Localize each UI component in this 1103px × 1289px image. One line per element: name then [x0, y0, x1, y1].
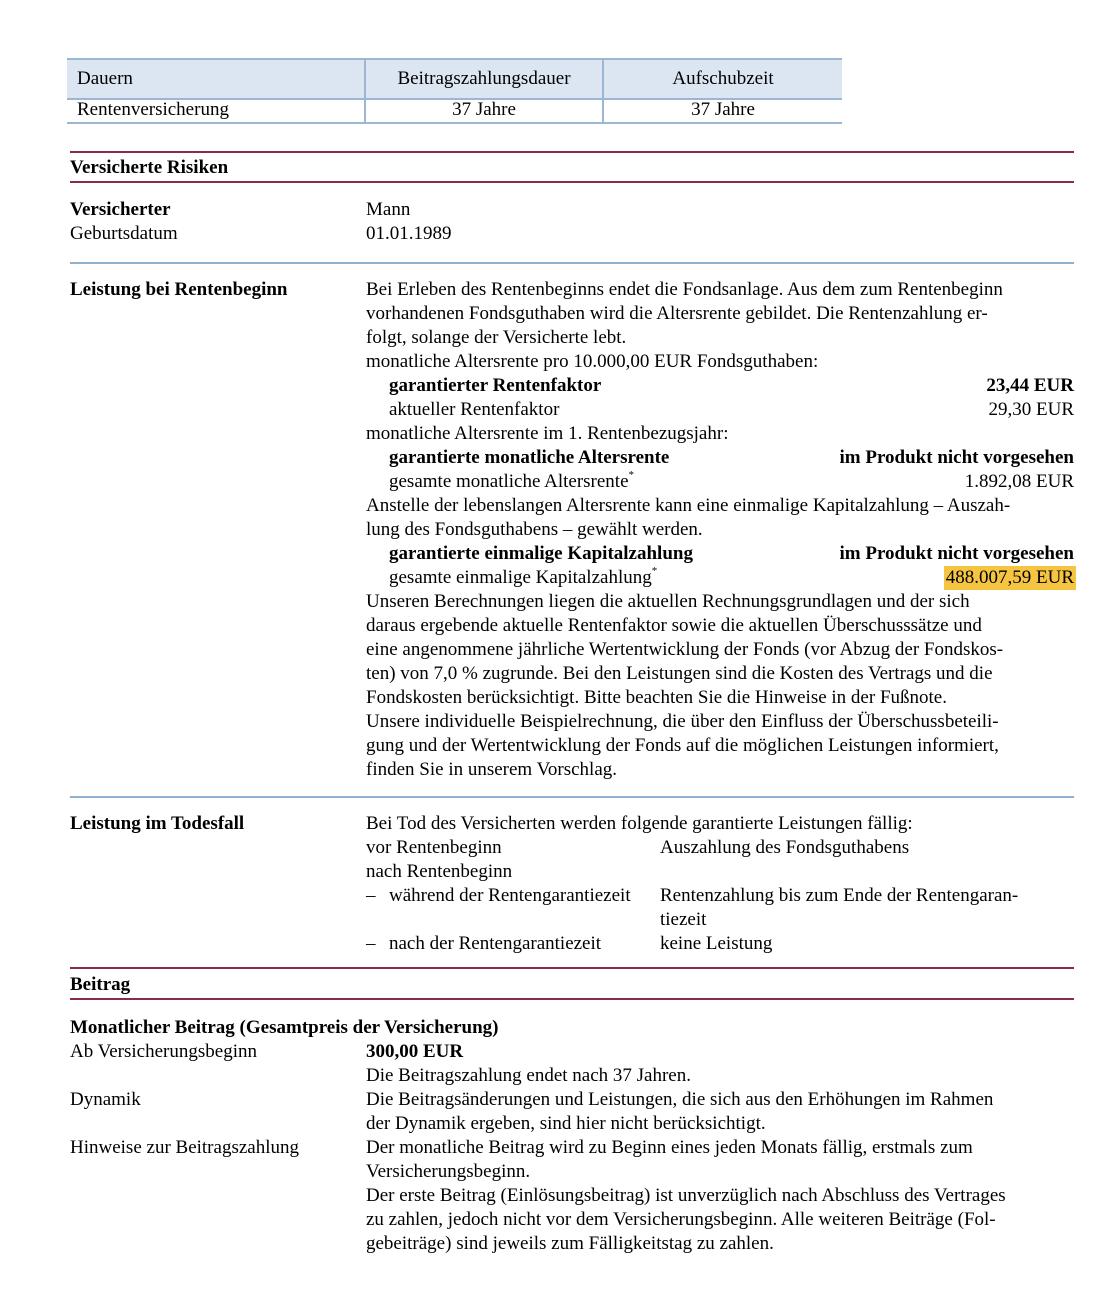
- during-guarantee-label: während der Rentengarantiezeit: [389, 885, 631, 906]
- basis-line: Fondskosten berücksichtigt. Bitte beachten Sie die Hinweise in der Fußnote.: [366, 687, 947, 708]
- guaranteed-monthly-value: im Produkt nicht vorgesehen: [839, 447, 1074, 468]
- before-start-label: vor Rentenbeginn: [366, 837, 502, 858]
- table-header-cell: Aufschubzeit: [672, 68, 774, 89]
- basis-line: ten) von 7,0 % zugrunde. Bei den Leistungen sind die Kosten des Vertrags und die: [366, 663, 993, 684]
- guaranteed-lump-value: im Produkt nicht vorgesehen: [839, 543, 1074, 564]
- birthdate-label: Geburtsdatum: [70, 223, 178, 244]
- table-cell: Rentenversicherung: [77, 99, 229, 120]
- lump-sum-line: Anstelle der lebenslangen Altersrente kann eine einmalige Kapitalzahlung – Auszah-: [366, 495, 1011, 516]
- intro-line: Bei Erleben des Rentenbeginns endet die Fondsanlage. Aus dem zum Rentenbeginn: [366, 279, 1003, 300]
- section-heading-insured-risks: Versicherte Risiken: [70, 157, 229, 178]
- section-divider: [70, 262, 1074, 264]
- payment-notes-line: zu zahlen, jedoch nicht vor dem Versicherungsbeginn. Alle weiteren Beiträge (Fol-: [366, 1209, 996, 1230]
- basis-line: Unsere individuelle Beispielrechnung, die über den Einfluss der Überschussbeteili-: [366, 711, 999, 732]
- section-heading-contribution: Beitrag: [70, 974, 131, 995]
- during-guarantee-value: Rentenzahlung bis zum Ende der Rentengaran-: [660, 885, 1019, 906]
- basis-line: eine angenommene jährliche Wertentwicklung der Fonds (vor Abzug der Fondskos-: [366, 639, 1004, 660]
- after-guarantee-label: nach der Rentengarantiezeit: [389, 933, 602, 954]
- list-dash: –: [366, 885, 376, 906]
- monthly-per-10000-label: monatliche Altersrente pro 10.000,00 EUR Fondsguthaben:: [366, 351, 819, 372]
- total-lump-value: 488.007,59 EUR: [945, 567, 1074, 588]
- birthdate-value: 01.01.1989: [366, 223, 452, 244]
- dynamics-line: der Dynamik ergeben, sind hier nicht berücksichtigt.: [366, 1113, 766, 1134]
- after-start-label: nach Rentenbeginn: [366, 861, 513, 882]
- section-divider: [70, 998, 1074, 1000]
- from-start-label: Ab Versicherungsbeginn: [70, 1041, 257, 1062]
- table-cell: 37 Jahre: [452, 99, 516, 120]
- section-divider: [70, 151, 1074, 153]
- from-start-note: Die Beitragszahlung endet nach 37 Jahren.: [366, 1065, 691, 1086]
- from-start-value: 300,00 EUR: [366, 1041, 464, 1062]
- before-start-value: Auszahlung des Fondsguthabens: [660, 837, 910, 858]
- payment-notes-line: Der monatliche Beitrag wird zu Beginn eines jeden Monats fällig, erstmals zum: [366, 1137, 973, 1158]
- table-header-cell: Dauern: [77, 68, 133, 89]
- basis-line: Unseren Berechnungen liegen die aktuellen Rechnungsgrundlagen und der sich: [366, 591, 970, 612]
- contribution-subheading: Monatlicher Beitrag (Gesamtpreis der Versicherung): [70, 1017, 499, 1038]
- current-factor-value: 29,30 EUR: [988, 399, 1074, 420]
- payment-notes-line: Der erste Beitrag (Einlösungsbeitrag) ist unverzüglich nach Abschluss des Vertrages: [366, 1185, 1006, 1206]
- section-heading-death-benefit: Leistung im Todesfall: [70, 813, 245, 834]
- payment-notes-label: Hinweise zur Beitragszahlung: [70, 1137, 299, 1158]
- dynamics-label: Dynamik: [70, 1089, 141, 1110]
- insured-value: Mann: [366, 199, 411, 220]
- guaranteed-factor-value: 23,44 EUR: [986, 375, 1074, 396]
- list-dash: –: [366, 933, 376, 954]
- insured-label: Versicherter: [70, 199, 171, 220]
- payment-notes-line: Versicherungsbeginn.: [366, 1161, 531, 1182]
- section-divider: [70, 796, 1074, 798]
- basis-line: daraus ergebende aktuelle Rentenfaktor sowie die aktuellen Überschusssätze und: [366, 615, 982, 636]
- total-monthly-label: gesamte monatliche Altersrente*: [389, 469, 635, 492]
- payment-notes-line: gebeiträge) sind jeweils zum Fälligkeitstag zu zahlen.: [366, 1233, 774, 1254]
- death-intro: Bei Tod des Versicherten werden folgende garantierte Leistungen fällig:: [366, 813, 913, 834]
- total-monthly-value: 1.892,08 EUR: [964, 471, 1074, 492]
- basis-line: finden Sie in unserem Vorschlag.: [366, 759, 618, 780]
- dynamics-line: Die Beitragsänderungen und Leistungen, die sich aus den Erhöhungen im Rahmen: [366, 1089, 994, 1110]
- section-divider: [70, 967, 1074, 969]
- during-guarantee-value: tiezeit: [660, 909, 707, 930]
- first-year-label: monatliche Altersrente im 1. Rentenbezugsjahr:: [366, 423, 729, 444]
- guaranteed-factor-label: garantierter Rentenfaktor: [389, 375, 602, 396]
- basis-line: gung und der Wertentwicklung der Fonds auf die möglichen Leistungen informiert,: [366, 735, 999, 756]
- guaranteed-lump-label: garantierte einmalige Kapitalzahlung: [389, 543, 693, 564]
- after-guarantee-value: keine Leistung: [660, 933, 773, 954]
- intro-line: vorhandenen Fondsguthaben wird die Altersrente gebildet. Die Rentenzahlung er-: [366, 303, 988, 324]
- total-lump-label: gesamte einmalige Kapitalzahlung*: [389, 565, 658, 588]
- lump-sum-line: lung des Fondsguthabens – gewählt werden.: [366, 519, 703, 540]
- footnote-mark: *: [651, 565, 658, 577]
- section-divider: [70, 181, 1074, 183]
- table-header-cell: Beitragszahlungsdauer: [397, 68, 571, 89]
- table-cell: 37 Jahre: [691, 99, 755, 120]
- footnote-mark: *: [628, 469, 635, 481]
- intro-line: folgt, solange der Versicherte lebt.: [366, 327, 627, 348]
- guaranteed-monthly-label: garantierte monatliche Altersrente: [389, 447, 670, 468]
- section-heading-pension-start: Leistung bei Rentenbeginn: [70, 279, 288, 300]
- current-factor-label: aktueller Rentenfaktor: [389, 399, 560, 420]
